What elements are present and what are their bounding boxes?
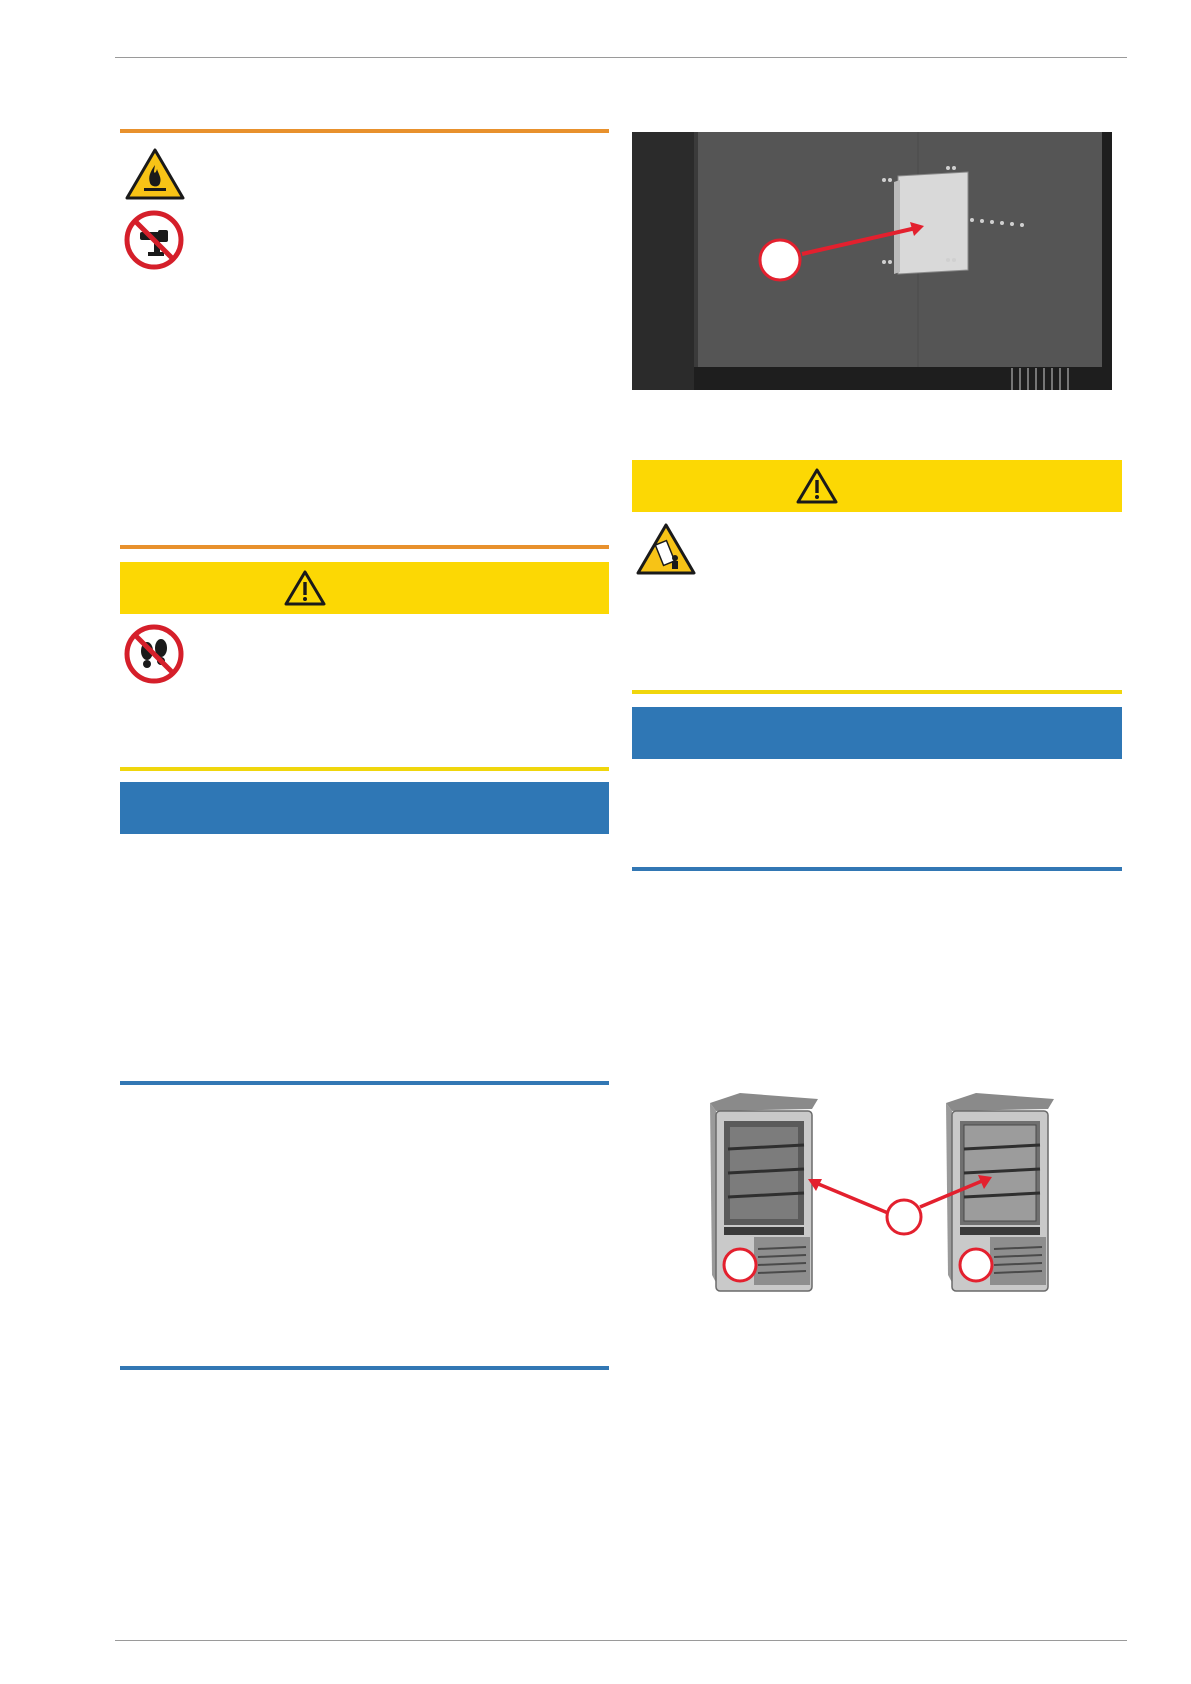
warning-block-top-bar	[120, 545, 609, 549]
tipping-hazard-icon	[635, 522, 697, 576]
note-header-right	[632, 707, 1122, 759]
section-divider-left-2	[120, 1366, 609, 1370]
header-rule	[115, 57, 1127, 58]
note-header-left	[120, 782, 609, 834]
no-heat-tool-icon	[124, 210, 184, 270]
section-divider-left-1	[120, 1081, 609, 1085]
no-stepping-icon	[124, 624, 184, 684]
note-block-top-bar-right	[632, 690, 1122, 694]
warning-triangle-icon	[795, 467, 839, 505]
section-divider-right	[632, 867, 1122, 871]
footer-rule	[115, 1640, 1127, 1641]
wall-mounting-figure	[632, 132, 1112, 390]
note-block-top-bar	[120, 767, 609, 771]
display-cabinets-figure	[700, 1085, 1100, 1310]
danger-block-top-bar	[120, 129, 609, 133]
cabinet-right	[946, 1093, 1054, 1291]
warning-triangle-icon	[283, 569, 327, 607]
warning-header-left	[120, 562, 609, 614]
flammable-warning-icon	[124, 147, 186, 201]
warning-header-right	[632, 460, 1122, 512]
cabinet-left	[710, 1093, 818, 1291]
